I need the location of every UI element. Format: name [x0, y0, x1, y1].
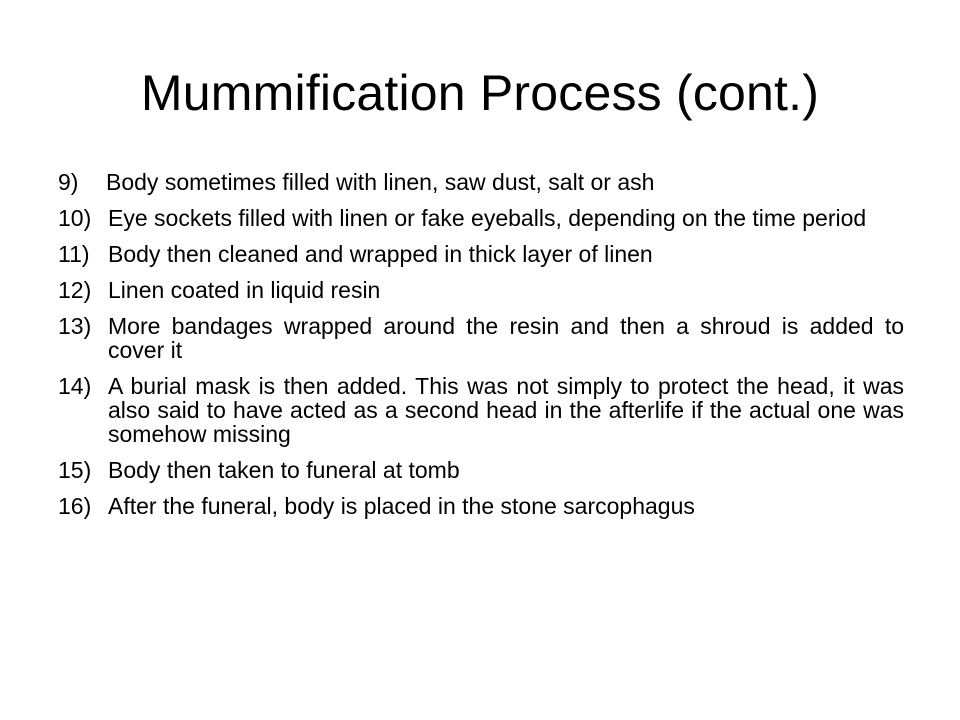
item-text: Eye sockets filled with linen or fake eyeballs, depending on the time period	[108, 205, 867, 231]
slide-title: Mummification Process (cont.)	[140, 65, 820, 121]
item-text: A burial mask is then added. This was not simply to protect the head, it was also said to have acted as a second head in the afterlife if the actual one was somehow missing	[108, 373, 904, 447]
item-number: 9)	[58, 169, 79, 195]
list-item	[58, 206, 904, 230]
item-text: Linen coated in liquid resin	[108, 277, 381, 303]
list-item	[58, 278, 904, 302]
list-item	[58, 374, 904, 446]
item-text: More bandages wrapped around the resin and then a shroud is added to cover it	[108, 313, 904, 363]
item-number: 14)	[58, 373, 92, 399]
item-number: 13)	[58, 313, 92, 339]
item-number: 11)	[58, 241, 90, 267]
item-number: 12)	[58, 277, 92, 303]
list-item	[58, 170, 904, 194]
item-text: Body then taken to funeral at tomb	[108, 457, 460, 483]
item-text: After the funeral, body is placed in the stone sarcophagus	[108, 493, 695, 519]
item-number: 15)	[58, 457, 92, 483]
item-number: 10)	[58, 205, 92, 231]
list-item	[58, 494, 904, 518]
list-item	[58, 242, 904, 266]
item-text: Body sometimes filled with linen, saw dust, salt or ash	[106, 169, 655, 195]
list-item	[58, 314, 904, 362]
step-list	[58, 170, 904, 530]
item-number: 16)	[58, 493, 92, 519]
list-item	[58, 458, 904, 482]
item-text: Body then cleaned and wrapped in thick layer of linen	[108, 241, 653, 267]
